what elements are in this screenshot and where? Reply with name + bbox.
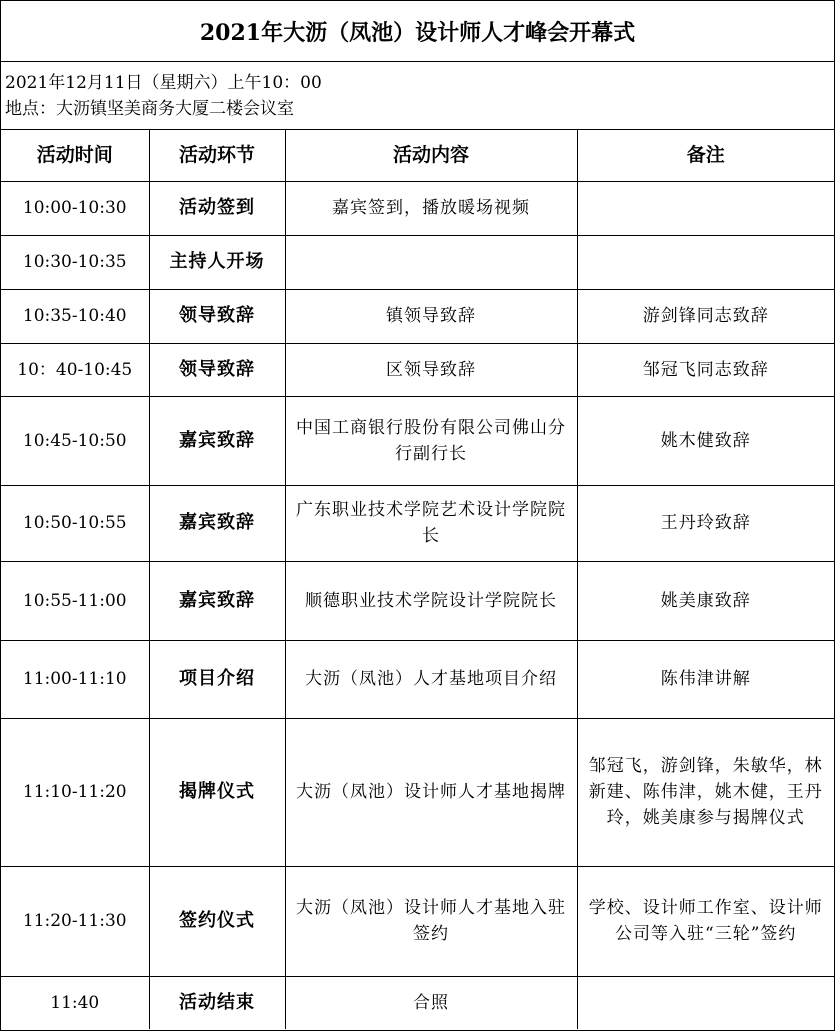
row-content xyxy=(285,235,577,289)
row-stage: 揭牌仪式 xyxy=(149,718,285,866)
table-row xyxy=(1,485,834,561)
row-note xyxy=(577,235,834,289)
row-stage: 活动签到 xyxy=(149,181,285,235)
row-stage: 嘉宾致辞 xyxy=(149,485,285,561)
table-row xyxy=(1,289,834,343)
row-content: 大沥（凤池）设计师人才基地入驻签约 xyxy=(285,866,577,976)
row-stage: 主持人开场 xyxy=(149,235,285,289)
table-row xyxy=(1,866,834,976)
row-time: 10:45-10:50 xyxy=(1,396,149,485)
row-note: 学校、设计师工作室、设计师公司等入驻“三轮”签约 xyxy=(577,866,834,976)
row-stage: 领导致辞 xyxy=(149,343,285,396)
row-content: 顺德职业技术学院设计学院院长 xyxy=(285,561,577,640)
event-datetime: 2021年12月11日（星期六）上午10：00 xyxy=(5,72,322,93)
schedule-table xyxy=(1,130,834,1029)
row-note xyxy=(577,181,834,235)
table-row xyxy=(1,181,834,235)
row-time: 10:35-10:40 xyxy=(1,289,149,343)
row-content: 镇领导致辞 xyxy=(285,289,577,343)
table-row xyxy=(1,640,834,718)
row-time: 10:55-11:00 xyxy=(1,561,149,640)
row-stage: 签约仪式 xyxy=(149,866,285,976)
row-stage: 活动结束 xyxy=(149,976,285,1029)
row-time: 10:00-10:30 xyxy=(1,181,149,235)
row-time: 11:40 xyxy=(1,976,149,1029)
row-note: 陈伟津讲解 xyxy=(577,640,834,718)
column-header-time: 活动时间 xyxy=(1,130,149,181)
row-content: 区领导致辞 xyxy=(285,343,577,396)
row-time: 10：40-10:45 xyxy=(1,343,149,396)
row-time: 11:00-11:10 xyxy=(1,640,149,718)
row-stage: 项目介绍 xyxy=(149,640,285,718)
row-note: 王丹玲致辞 xyxy=(577,485,834,561)
row-note: 邹冠飞同志致辞 xyxy=(577,343,834,396)
table-row xyxy=(1,718,834,866)
row-content: 大沥（凤池）人才基地项目介绍 xyxy=(285,640,577,718)
row-content: 合照 xyxy=(285,976,577,1029)
row-time: 10:30-10:35 xyxy=(1,235,149,289)
table-header-row xyxy=(1,130,834,181)
row-note: 姚美康致辞 xyxy=(577,561,834,640)
row-note: 姚木健致辞 xyxy=(577,396,834,485)
row-content: 中国工商银行股份有限公司佛山分行副行长 xyxy=(285,396,577,485)
event-location: 地点：大沥镇坚美商务大厦二楼会议室 xyxy=(5,98,294,119)
document-title: 2021年大沥（凤池）设计师人才峰会开幕式 xyxy=(1,1,834,62)
column-header-note: 备注 xyxy=(577,130,834,181)
row-stage: 嘉宾致辞 xyxy=(149,396,285,485)
table-row xyxy=(1,976,834,1029)
row-content: 嘉宾签到，播放暖场视频 xyxy=(285,181,577,235)
row-time: 11:10-11:20 xyxy=(1,718,149,866)
column-header-stage: 活动环节 xyxy=(149,130,285,181)
row-content: 大沥（凤池）设计师人才基地揭牌 xyxy=(285,718,577,866)
table-row xyxy=(1,343,834,396)
row-stage: 领导致辞 xyxy=(149,289,285,343)
table-row xyxy=(1,235,834,289)
table-row xyxy=(1,396,834,485)
event-info xyxy=(1,62,834,130)
row-stage: 嘉宾致辞 xyxy=(149,561,285,640)
row-note xyxy=(577,976,834,1029)
column-header-content: 活动内容 xyxy=(285,130,577,181)
row-time: 11:20-11:30 xyxy=(1,866,149,976)
table-row xyxy=(1,561,834,640)
row-content: 广东职业技术学院艺术设计学院院长 xyxy=(285,485,577,561)
row-note: 游剑锋同志致辞 xyxy=(577,289,834,343)
row-time: 10:50-10:55 xyxy=(1,485,149,561)
row-note: 邹冠飞，游剑锋，朱敏华，林新建、陈伟津，姚木健，王丹玲，姚美康参与揭牌仪式 xyxy=(577,718,834,866)
